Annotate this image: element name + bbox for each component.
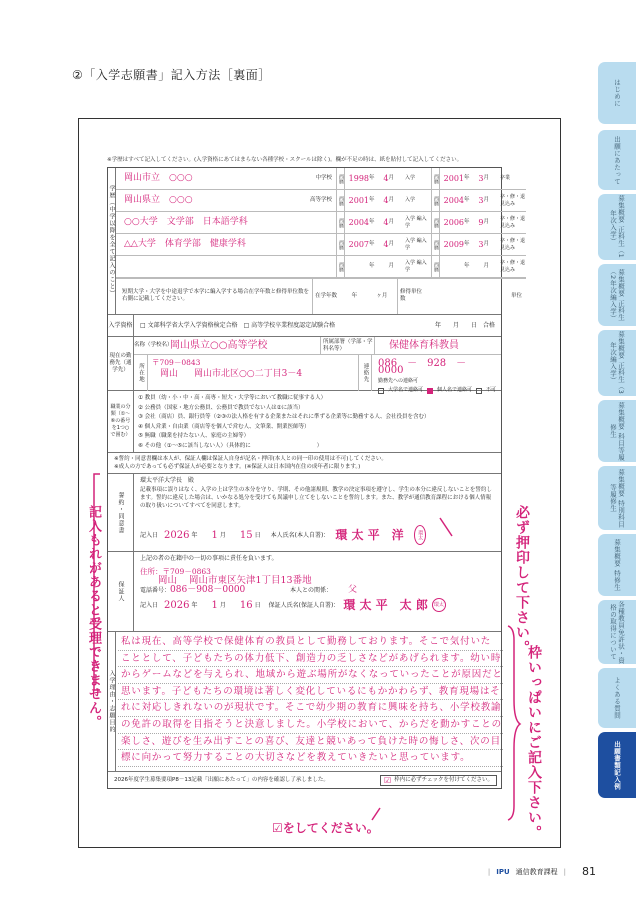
end-year: 2001	[443, 174, 464, 183]
start-kind: 入学	[405, 175, 416, 181]
end-kind: 卒業	[500, 175, 511, 181]
tab-label: よくある質問	[613, 677, 621, 719]
school-name: 岡山県立 ○○○	[124, 195, 193, 205]
start-kind: 入学	[405, 197, 416, 203]
era-label: 西暦	[431, 234, 440, 256]
end-kind: 卒・修・退 見込み	[500, 215, 526, 229]
page-footer: | IPU 通信教育課程 | 81	[487, 865, 596, 878]
reason-line: 標に向かって努力することの大切さなどを教えていきたいと思っています。	[118, 750, 503, 767]
education-row: △△大学 体育学部 健康学科 西暦 2007 年 4 月 入学 編入学 西暦 2009 年 3 月 卒・修・退 見込み	[116, 234, 526, 256]
education-row: 岡山市立 ○○○ 中学校 西暦 1998 年 4 月 入学 西暦 2001 年 3 月 卒業	[116, 168, 526, 190]
guarantor-seal: 環太	[432, 598, 446, 612]
occupation-option[interactable]: ⑤ 無職（職業を持たない人、家庭の主婦等）	[138, 433, 250, 439]
end-kind: 卒・修・退 見込み	[500, 237, 526, 251]
annotation-left: 記入もれがあると受理できません。	[86, 505, 101, 729]
annotation-check: ☑をしてください。	[272, 821, 379, 835]
reason-line: 思います。子どもたちの環境は著しく変化しているにもかかわらず、教育現場はそ	[118, 684, 503, 701]
occupation-option[interactable]: ② 公務員（国家・地方公務員、公務員で教員でない人は②に該当）	[138, 404, 304, 411]
reason-line: の免許の取得を目指そうと決意しました。小学校において、からだを動かすことの	[118, 717, 503, 734]
era-label: 西暦	[336, 212, 345, 234]
school-name: ○○大学 文学部 日本語学科	[124, 217, 248, 227]
start-month: 4	[383, 196, 389, 205]
era-label: 西暦	[431, 168, 440, 190]
self-seal: 環太	[414, 525, 426, 545]
education-row: 岡山県立 ○○○ 高等学校 西暦 2001 年 4 月 入学 西暦 2004 年 3 月 卒・修・退 見込み	[116, 190, 526, 212]
page-heading: ②「入学志願書」記入方法［裏面］	[72, 68, 271, 82]
occupation-row: 職業の分類（①～⑥の番号を1つ○で囲む） ① 教員（幼・小・中・高・高専・短大・大学等において教職に従事する人） ② 公務員（国家・地方公務員、公務員で教員でない人は②に該当） ③ 会社（商店）員、銀行員等（②③の法人格を有する企業またはそれに準ずる企業等に勤務する人、会社役員を含む） ④ 個人営業・自由業（商店等を個人で営む人、文筆業、開業医師等） ⑤ 無職（職業を持たない人、家庭の主婦等） ⑥ その他（①～⑤に該当しない人）（具体的に ）	[108, 391, 501, 453]
start-month: 4	[383, 218, 389, 227]
start-year: 2001	[348, 196, 369, 205]
era-label: 西暦	[336, 190, 345, 212]
reason-line: れに対応しきれないのが現状です。そこで幼少期の教育に興味を持ち、小学校教諭	[118, 700, 503, 717]
end-month: 3	[478, 240, 484, 249]
end-year: 2004	[443, 196, 464, 205]
tab-label: 募集概要 正科生（3年次編入学）	[609, 331, 625, 395]
confirm-row: 2026年度学生募集要項P8－13記載「出願にあたって」の内容を確認し了承しました。 ☑ 枠内に必ずチェックを付けてください。	[108, 772, 501, 788]
pledge-notes: ※誓約・同意書欄は本人が、保証人欄は保証人自身が記名・押印(本人との同一印の使用は不可)してください。 ※成人の方であっても必ず保証人が必要となります。(※保証人は日本国内在住の成年者に限ります。)	[108, 453, 501, 474]
end-month: 3	[478, 196, 484, 205]
start-year: 2007	[348, 240, 369, 249]
end-month: 9	[478, 218, 484, 227]
end-month: 3	[478, 174, 484, 183]
end-year: 2009	[443, 240, 464, 249]
start-month: 4	[383, 240, 389, 249]
guarantor-row: 保証人 上記の者の在籍中の一切の事項に責任を負います。 住所：〒709－0863 岡山 岡山市東区矢津1丁目13番地 電話番号： 086－908－0000 本人との関係： 父 記入日 2026 年 1 月 16 日 保証人氏名(保証人自署)： 環 太 平 太 郎 環太	[108, 552, 501, 632]
era-label: 西暦	[431, 212, 440, 234]
school-type: 中学校	[315, 175, 332, 181]
tab-label: 募集概要 正科生（2年次編入学）	[609, 268, 625, 322]
tab-label: 募集概要 特修生	[613, 539, 621, 591]
start-kind: 入学 編入学	[405, 215, 427, 229]
era-label: 西暦	[431, 190, 440, 212]
occupation-option[interactable]: ④ 個人営業・自由業（商店等を個人で営む人、文筆業、開業医師等）	[138, 423, 310, 430]
start-month: 4	[383, 174, 389, 183]
occupation-option[interactable]: ⑥ その他（①～⑤に該当しない人）（具体的に ）	[138, 442, 323, 449]
education-row: 西暦 年 月 入学 編入学 西暦 年 月 卒・修・退 見込み	[116, 256, 526, 278]
start-kind: 入学 編入学	[405, 237, 427, 251]
end-kind: 卒・修・退 見込み	[500, 193, 526, 207]
era-label: 西暦	[431, 256, 440, 278]
form-notice: ※学歴はすべて記入してください。(入学資格にあてはまらない各種学校・スクールは除く)。欄が不足の時は、紙を貼付して記入してください。	[107, 157, 463, 163]
tab-label: 募集概要 正科生（1年次入学）	[609, 195, 625, 259]
workplace-row: 現在の勤務先（通学先） 名称（学校名） 岡山県立○○高等学校 所属部署（学部・学科名等） 保健体育科教員 所在地 〒709－0843 岡山 岡山市北区○○二丁目3－4 連絡先 086 － 928 － 0000 勤務先への連絡可 大学名で連絡可 個人名で連絡可 不可	[108, 337, 501, 391]
start-kind: 入学 編入学	[405, 259, 427, 273]
education-row: ○○大学 文学部 日本語学科 西暦 2004 年 4 月 入学 編入学 西暦 2006 年 9 月 卒・修・退 見込み	[116, 212, 526, 234]
era-label: 西暦	[336, 256, 345, 278]
era-label: 西暦	[336, 234, 345, 256]
reason-line: からゲームなどを与えられ、地域から遊ぶ場所がなくなっていったことが原因だと	[118, 667, 503, 684]
pledge-row: 誓約・同意書 環太平洋大学長 殿 記載事項に誤りはなく、入学の上は学生の本分を守り、学則、その他諸規則、教学の決定事項を遵守し、学生の本分に違反しないことを誓約します。誓約に違反した場合は、いかなる処分を受けても異議申し立てをしないことを誓約します。また、教学が通信教育課程における個人情報の取り扱いについてすべてを同意します。 記入日 2026 年 1 月 15 日 本人氏名(本人自署)： 環 太 平 洋 環太	[108, 474, 501, 552]
era-label: 西暦	[336, 168, 345, 190]
tab-label: 募集概要 科目等履修生	[609, 401, 625, 461]
tab-label: はじめに	[613, 79, 621, 107]
confirm-checkbox[interactable]: ☑ 枠内に必ずチェックを付けてください。	[380, 775, 497, 786]
tab-label: 出願書類記入例	[613, 740, 621, 790]
end-kind: 卒・修・退 見込み	[500, 259, 526, 273]
start-year: 2004	[348, 218, 369, 227]
reason-line: 楽しさ、遊びを生み出すことの喜び、友達と競いあって負けた時の悔しさ、次の目	[118, 734, 503, 751]
school-name: △△大学 体育学部 健康学科	[124, 239, 246, 249]
end-year: 2006	[443, 218, 464, 227]
reason-line: こととして、子どもたちの体力低下、創造力の乏しさなどがあげられます。幼い時	[118, 651, 503, 668]
reason-line: 私は現在、高等学校で保健体育の教員として勤務しております。そこで気付いた	[118, 634, 503, 651]
occupation-option[interactable]: ① 教員（幼・小・中・高・高専・短大・大学等において教職に従事する人）	[138, 395, 327, 401]
start-year: 1998	[348, 174, 369, 183]
short-univ-row: 短期大学・大学を中途退学で本学に編入学する場合在学年数と修得単位数を右側に記載してください。 在学年数 年 ヶ月 修得単位数 単位	[116, 278, 526, 313]
school-type: 高等学校	[309, 197, 332, 203]
education-label: 学歴（中学以降を全て記入のこと）	[108, 168, 116, 314]
reason-row: 入学理由・志願目的 私は現在、高等学校で保健体育の教員として勤務しております。そこで気付いた こととして、子どもたちの体力低下、創造力の乏しさなどがあげられます。幼い時 からゲームなどを与えられ、地域から遊ぶ場所がなくなっていったことが原因だと 思います。子どもたちの環境は著しく変化しているにもかかわらず、教育現場はそ れに対応しきれないのが現状です。そこで幼少期の教育に興味を持ち、小学校教諭 の免許の取得を目指そうと決意しました。小学校において、からだを動かすことの 楽しさ、遊びを生み出すことの喜び、友達と競いあって負けた時の悔しさ、次の目 標に向かって努力することの大切さなどを教えていきたいと思っています。	[108, 632, 501, 772]
tab-label: 募集概要 特別科目等履修生	[609, 468, 625, 528]
school-name: 岡山市立 ○○○	[124, 173, 193, 183]
check-icon: ☑	[383, 775, 392, 785]
annotation-frame: 枠いっぱいにご記入下さい。	[526, 645, 542, 840]
annotation-seal: 必ず押印して下さい。	[514, 505, 530, 655]
qualification-row: 入学資格 □ 文部科学省大学入学資格検定合格 □ 高等学校卒業程度認定試験合格 年 月 日 合格	[108, 315, 501, 337]
tab-label: 各種教員免許状・資格の取得について	[609, 600, 625, 664]
occupation-option[interactable]: ③ 会社（商店）員、銀行員等（②③の法人格を有する企業またはそれに準ずる企業等に勤務する人、会社役員を含む）	[138, 414, 430, 420]
tab-label: 出願にあたって	[613, 135, 621, 185]
